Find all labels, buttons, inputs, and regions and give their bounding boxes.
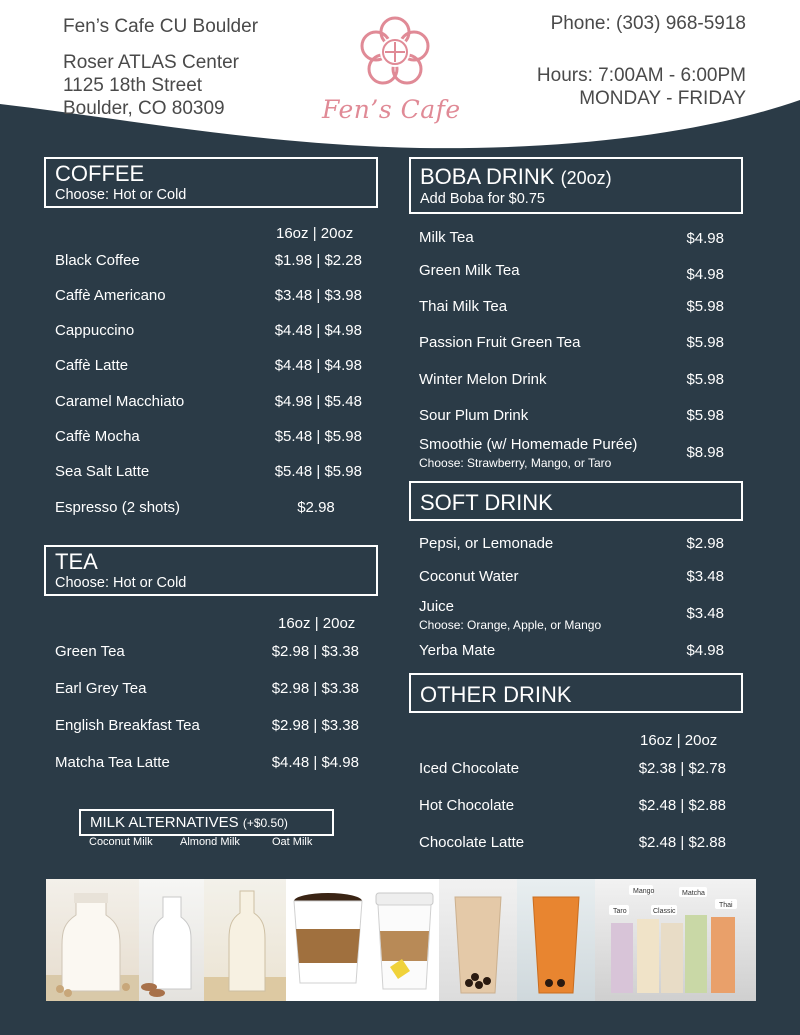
assorted-boba-photo <box>595 879 756 1001</box>
soft-item-name: Juice <box>419 598 455 615</box>
coffee-item-name: Sea Salt Latte <box>55 463 150 480</box>
boba-item-name: Milk Tea <box>419 229 474 246</box>
coffee-item-price: $5.48 | $5.98 <box>274 428 362 445</box>
photo-label-taro: Taro <box>613 908 627 915</box>
coffee-item-price: $4.48 | $4.98 <box>274 322 362 339</box>
boba-item-price: $5.98 <box>686 334 724 351</box>
cafe-name: Fen’s Cafe CU Boulder <box>63 16 259 37</box>
boba-item-price: $5.98 <box>686 298 724 315</box>
tea-item-name: Matcha Tea Latte <box>55 754 170 771</box>
soft-item-name: Yerba Mate <box>419 642 496 659</box>
boba-section-header <box>409 157 743 214</box>
boba-item-name: Green Milk Tea <box>419 262 520 279</box>
tea-size-header: 16oz | 20oz <box>278 615 356 632</box>
coffee-size-header: 16oz | 20oz <box>276 225 354 242</box>
coffee-subtitle: Choose: Hot or Cold <box>55 187 187 203</box>
boba-title: BOBA DRINK <box>420 164 555 189</box>
oat-milk-photo <box>204 879 286 1001</box>
soft-drink-title: SOFT DRINK <box>420 490 553 515</box>
coffee-section-header <box>44 157 378 208</box>
tea-cup-photo <box>370 879 439 1001</box>
other-item-name: Chocolate Latte <box>419 834 525 851</box>
coffee-item-name: Caffè Americano <box>55 287 166 304</box>
other-item-price: $2.48 | $2.88 <box>638 834 726 851</box>
photo-label-mango: Mango <box>633 888 655 895</box>
milk-bottle-photo <box>46 879 139 1001</box>
boba-item-price: $4.98 <box>686 230 724 247</box>
address-line-1: Roser ATLAS Center <box>63 52 240 73</box>
boba-item-price: $4.98 <box>686 266 724 283</box>
boba-item-name: Passion Fruit Green Tea <box>419 334 581 351</box>
tea-subtitle: Choose: Hot or Cold <box>55 575 187 591</box>
other-item-price: $2.38 | $2.78 <box>638 760 726 777</box>
boba-item-price: $5.98 <box>686 407 724 424</box>
milk-alternatives-extra: (+$0.50) <box>242 816 288 830</box>
boba-item-name: Sour Plum Drink <box>419 407 529 424</box>
coffee-item-price: $3.48 | $3.98 <box>274 287 362 304</box>
address-line-3: Boulder, CO 80309 <box>63 98 225 119</box>
coffee-item-name: Caffè Mocha <box>55 428 140 445</box>
other-item-name: Hot Chocolate <box>419 797 515 814</box>
drink-photo-strip <box>46 879 756 1001</box>
coffee-item-name: Espresso (2 shots) <box>55 499 181 516</box>
tea-item-price: $2.98 | $3.38 <box>271 680 359 697</box>
coffee-item-name: Black Coffee <box>55 252 140 269</box>
boba-item-price: $5.98 <box>686 371 724 388</box>
coffee-item-name: Cappuccino <box>55 322 135 339</box>
milk-alternatives-title: MILK ALTERNATIVES <box>90 814 239 831</box>
coffee-item-name: Caramel Macchiato <box>55 393 185 410</box>
soft-drink-section-header <box>409 481 743 521</box>
address-line-2: 1125 18th Street <box>63 75 203 96</box>
coffee-item-price: $1.98 | $2.28 <box>274 252 362 269</box>
milk-alternatives-box <box>79 809 334 836</box>
tea-item-price: $2.98 | $3.38 <box>271 643 359 660</box>
coffee-item-price: $5.48 | $5.98 <box>274 463 362 480</box>
soft-item-note: Choose: Orange, Apple, or Mango <box>419 618 602 632</box>
photo-label-thai: Thai <box>719 902 733 909</box>
other-item-price: $2.48 | $2.88 <box>638 797 726 814</box>
plum-blossom-logo-icon <box>355 12 435 92</box>
coffee-item-price: $2.98 <box>297 499 335 516</box>
boba-item-note: Choose: Strawberry, Mango, or Taro <box>419 456 612 470</box>
photo-label-matcha: Matcha <box>682 890 705 897</box>
other-drink-title: OTHER DRINK <box>420 682 572 707</box>
photo-label-classic: Classic <box>653 908 676 915</box>
boba-item-name: Thai Milk Tea <box>419 298 508 315</box>
milk-option: Oat Milk <box>272 836 313 848</box>
tea-title: TEA <box>55 549 98 574</box>
milk-option: Almond Milk <box>180 836 240 848</box>
tea-item-name: English Breakfast Tea <box>55 717 200 734</box>
tea-item-name: Green Tea <box>55 643 125 660</box>
coffee-cup-photo <box>286 879 370 1001</box>
opening-days: MONDAY - FRIDAY <box>579 88 746 109</box>
other-drink-section-header <box>409 673 743 713</box>
tea-item-price: $4.48 | $4.98 <box>271 754 359 771</box>
tea-item-price: $2.98 | $3.38 <box>271 717 359 734</box>
logo-wordmark: Fen’s Cafe <box>322 95 461 124</box>
boba-item-name: Smoothie (w/ Homemade Purée) <box>419 436 638 453</box>
boba-title-size: (20oz) <box>560 168 612 188</box>
boba-subtitle: Add Boba for $0.75 <box>420 191 545 207</box>
soft-item-name: Pepsi, or Lemonade <box>419 535 554 552</box>
boba-item-price: $8.98 <box>686 444 724 461</box>
phone-number: Phone: (303) 968-5918 <box>550 13 746 34</box>
soft-item-price: $2.98 <box>686 535 724 552</box>
coffee-item-price: $4.98 | $5.48 <box>274 393 362 410</box>
coffee-title: COFFEE <box>55 161 145 186</box>
other-item-name: Iced Chocolate <box>419 760 520 777</box>
coffee-item-price: $4.48 | $4.98 <box>274 357 362 374</box>
milk-option: Coconut Milk <box>89 836 153 848</box>
tea-item-name: Earl Grey Tea <box>55 680 147 697</box>
boba-item-name: Winter Melon Drink <box>419 371 547 388</box>
opening-hours: Hours: 7:00AM - 6:00PM <box>536 65 746 86</box>
soft-item-price: $3.48 <box>686 605 724 622</box>
soft-item-price: $4.98 <box>686 642 724 659</box>
soft-item-name: Coconut Water <box>419 568 519 585</box>
tea-section-header <box>44 545 378 596</box>
other-drink-size-header: 16oz | 20oz <box>640 732 718 749</box>
boba-milk-tea-photo <box>439 879 517 1001</box>
thai-tea-photo <box>517 879 595 1001</box>
almond-milk-photo <box>139 879 204 1001</box>
coffee-item-name: Caffè Latte <box>55 357 129 374</box>
soft-item-price: $3.48 <box>686 568 724 585</box>
